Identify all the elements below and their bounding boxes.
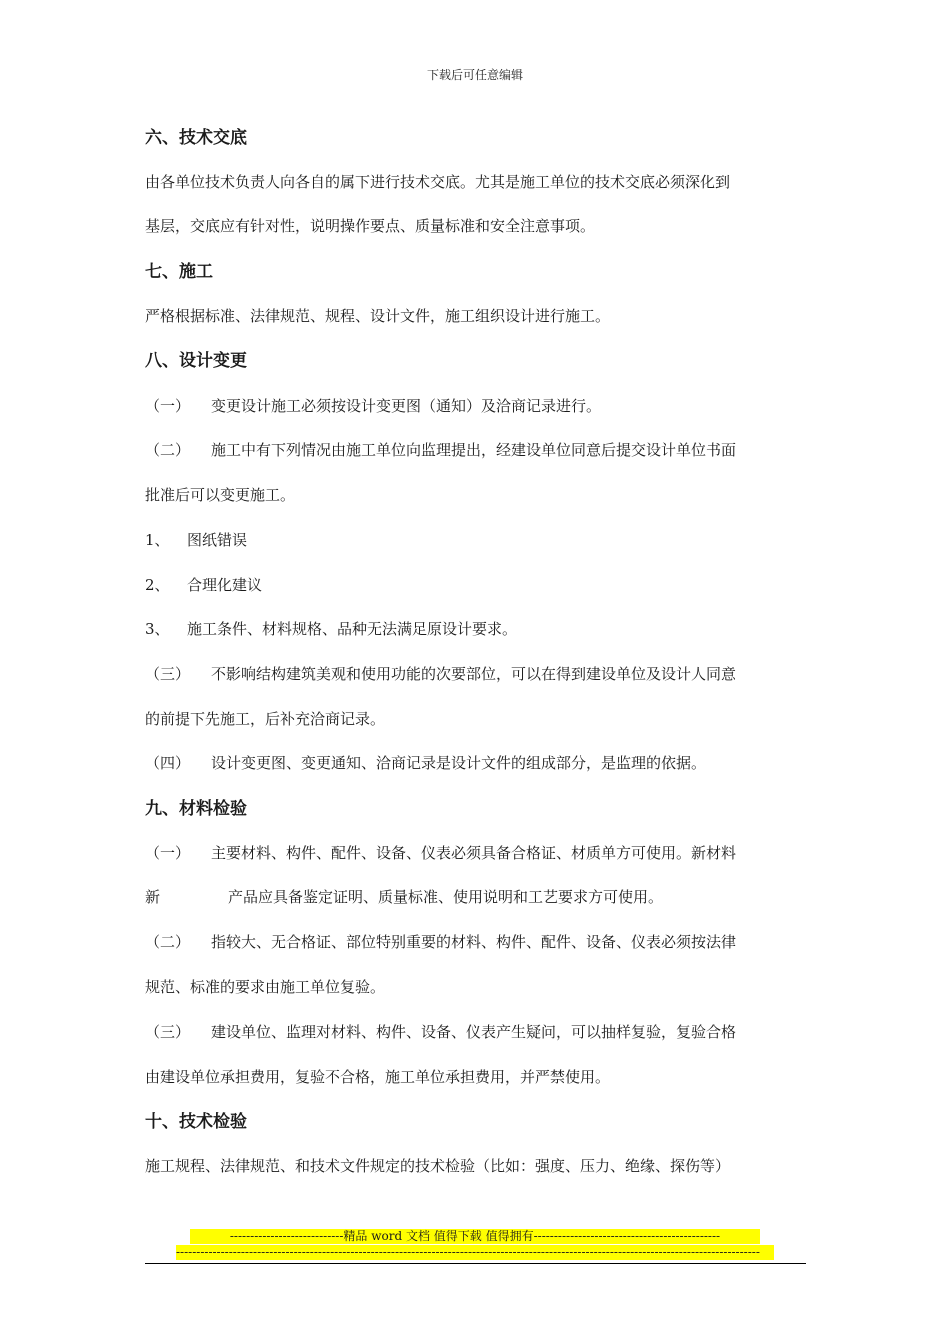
section-8-item-2 xyxy=(145,440,736,460)
section-6-title: 六、技术交底 xyxy=(145,128,247,148)
section-8-item-3-continuation: 的前提下先施工，后补充洽商记录。 xyxy=(145,710,386,728)
section-7-title: 七、施工 xyxy=(145,262,213,282)
page-header-note: 下载后可任意编辑 xyxy=(426,68,523,82)
continuation-text: 产品应具备鉴定证明、质量标准、使用说明和工艺要求方可使用。 xyxy=(228,888,664,906)
section-10-paragraph: 施工规程、法律规范、和技术文件规定的技术检验（比如：强度、压力、绝缘、探伤等） xyxy=(145,1157,731,1175)
section-8-item-2-continuation: 批准后可以变更施工。 xyxy=(145,486,296,504)
section-9-item-2-continuation: 规范、标准的要求由施工单位复验。 xyxy=(145,978,386,996)
item-text: 变更设计施工必须按设计变更图（通知）及洽商记录进行。 xyxy=(211,397,602,415)
number-label: 1、 xyxy=(145,531,170,549)
continuation-prefix: 新 xyxy=(145,888,161,906)
section-6-paragraph-line-2: 基层，交底应有针对性，说明操作要点、质量标准和安全注意事项。 xyxy=(145,217,596,235)
item-label: （二） xyxy=(145,441,191,459)
section-8-title: 八、设计变更 xyxy=(145,351,247,371)
number-label: 2、 xyxy=(145,576,170,594)
item-text: 指较大、无合格证、部位特别重要的材料、构件、配件、设备、仪表必须按法律 xyxy=(211,933,737,951)
section-7-paragraph: 严格根据标准、法律规范、规程、设计文件，施工组织设计进行施工。 xyxy=(145,307,611,325)
section-9-item-1 xyxy=(145,843,736,863)
item-label: （四） xyxy=(145,754,191,772)
section-8-item-4 xyxy=(145,753,706,773)
item-text: 施工中有下列情况由施工单位向监理提出，经建设单位同意后提交设计单位书面 xyxy=(211,441,737,459)
item-label: （一） xyxy=(145,397,191,415)
number-label: 3、 xyxy=(145,620,170,638)
item-label: （三） xyxy=(145,665,191,683)
item-text: 建设单位、监理对材料、构件、设备、仪表产生疑问，可以抽样复验，复验合格 xyxy=(211,1023,737,1041)
section-9-title: 九、材料检验 xyxy=(145,799,247,819)
section-10-title: 十、技术检验 xyxy=(145,1112,247,1132)
section-8-item-3 xyxy=(145,664,736,684)
section-9-item-1-continuation xyxy=(145,887,663,907)
number-text: 图纸错误 xyxy=(187,531,248,549)
item-text: 设计变更图、变更通知、洽商记录是设计文件的组成部分，是监理的依据。 xyxy=(211,754,707,772)
section-9-item-2 xyxy=(145,932,736,952)
section-8-numbered-1 xyxy=(145,530,247,550)
section-9-item-3 xyxy=(145,1022,736,1042)
section-9-item-3-continuation: 由建设单位承担费用，复验不合格，施工单位承担费用，并严禁使用。 xyxy=(145,1068,611,1086)
item-text: 不影响结构建筑美观和使用功能的次要部位，可以在得到建设单位及设计人同意 xyxy=(211,665,737,683)
footer-banner-line-2: ------------------------------------------------------------------------------------------------------------------------------------------------ xyxy=(176,1245,774,1260)
footer-banner-line-1: ----------------------------精品 word 文档 值得下载 值得拥有---------------------------------------------- xyxy=(190,1229,760,1244)
number-text: 合理化建议 xyxy=(187,576,263,594)
section-8-item-1 xyxy=(145,396,601,416)
item-label: （三） xyxy=(145,1023,191,1041)
number-text: 施工条件、材料规格、品种无法满足原设计要求。 xyxy=(187,620,518,638)
footer-divider xyxy=(145,1263,806,1264)
item-text: 主要材料、构件、配件、设备、仪表必须具备合格证、材质单方可使用。新材料 xyxy=(211,844,737,862)
item-label: （二） xyxy=(145,933,191,951)
section-6-paragraph-line-1: 由各单位技术负责人向各自的属下进行技术交底。尤其是施工单位的技术交底必须深化到 xyxy=(145,173,731,191)
section-8-numbered-3 xyxy=(145,619,517,639)
section-8-numbered-2 xyxy=(145,575,262,595)
item-label: （一） xyxy=(145,844,191,862)
